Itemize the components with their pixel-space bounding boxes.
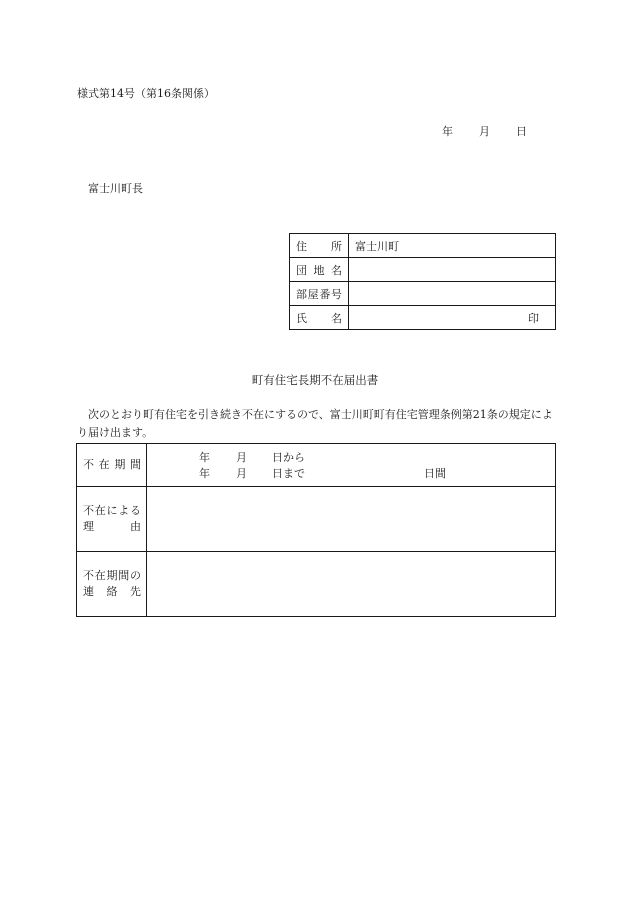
body-text: 次のとおり町有住宅を引き続き不在にするので、富士川町町有住宅管理条例第21条の規定により届け出ます。 — [77, 408, 553, 439]
applicant-table — [289, 233, 556, 330]
contact-row — [77, 552, 556, 617]
period-to-year: 年 — [199, 467, 210, 480]
address-label: 住 所 — [290, 234, 349, 258]
complex-name-value[interactable] — [349, 258, 556, 282]
applicant-row-name — [290, 306, 556, 330]
period-label-cell — [77, 444, 147, 487]
period-days: 日間 — [424, 467, 446, 480]
contact-label-line1: 不在期間の — [83, 569, 141, 582]
period-value-cell[interactable] — [147, 444, 556, 487]
period-to-month: 月 — [236, 467, 247, 480]
reason-label-line1: 不在による — [83, 504, 141, 517]
document-title: 町有住宅長期不在届出書 — [251, 373, 379, 387]
reason-row — [77, 487, 556, 552]
period-label: 不在期間 — [83, 458, 141, 471]
contact-value[interactable] — [147, 552, 556, 617]
date-line — [442, 123, 527, 139]
period-from-month: 月 — [236, 451, 247, 464]
name-value[interactable] — [349, 306, 556, 330]
reason-label-cell — [77, 487, 147, 552]
absence-table — [76, 443, 556, 617]
room-number-label: 部屋番号 — [290, 282, 349, 306]
complex-name-label: 団地名 — [290, 258, 349, 282]
seal-mark: 印 — [528, 311, 539, 325]
applicant-row-complex — [290, 258, 556, 282]
room-number-value[interactable] — [349, 282, 556, 306]
applicant-row-room — [290, 282, 556, 306]
date-year-label: 年 — [442, 125, 453, 138]
period-from-day: 日から — [272, 451, 305, 464]
addressee: 富士川町長 — [88, 182, 143, 195]
name-label: 氏 名 — [290, 306, 349, 330]
reason-value[interactable] — [147, 487, 556, 552]
reason-label-line2: 理 由 — [83, 520, 141, 533]
address-value[interactable]: 富士川町 — [349, 234, 556, 258]
period-from-year: 年 — [199, 451, 210, 464]
period-row — [77, 444, 556, 487]
contact-label-line2: 連 絡 先 — [83, 585, 141, 598]
applicant-row-address — [290, 234, 556, 258]
contact-label-cell — [77, 552, 147, 617]
date-month-label: 月 — [479, 125, 490, 138]
form-number: 様式第14号（第16条関係） — [77, 87, 215, 100]
period-to-day: 日まで — [272, 467, 305, 480]
date-day-label: 日 — [516, 125, 527, 138]
